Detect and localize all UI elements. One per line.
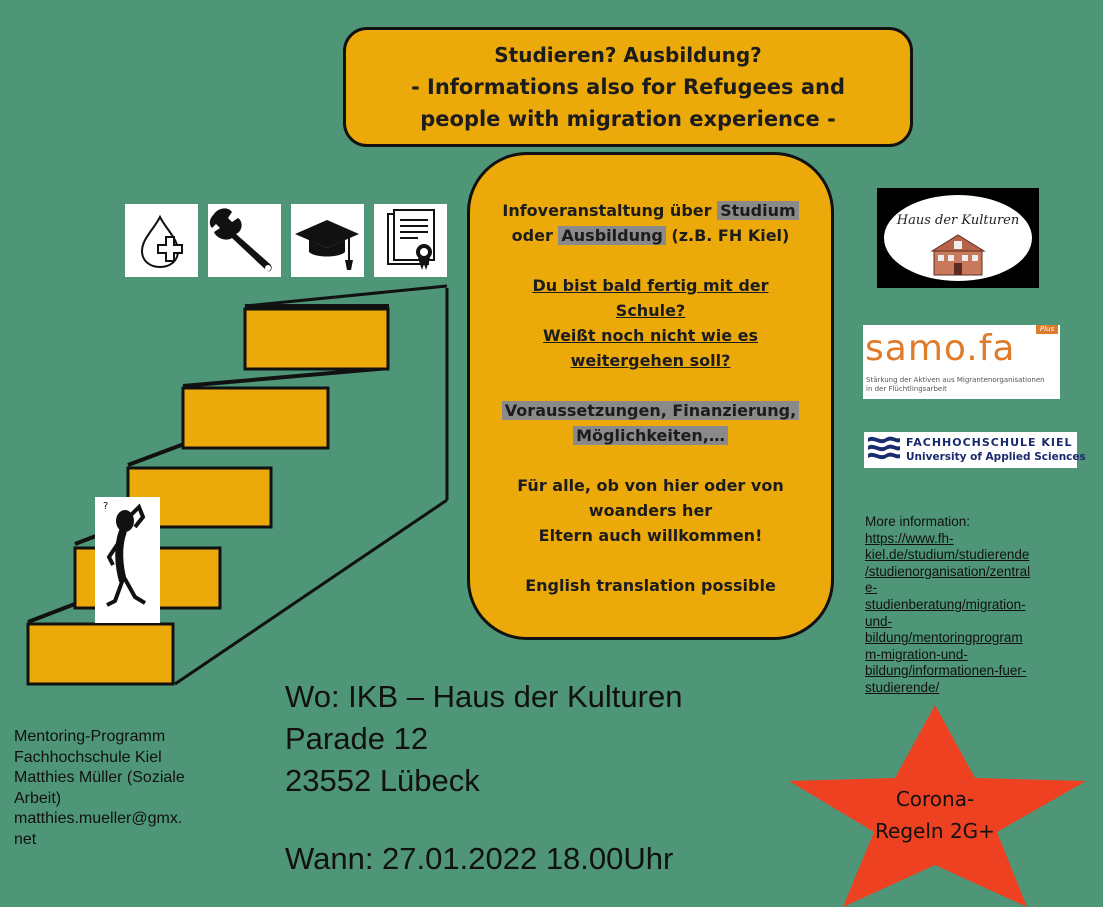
english-note: English translation possible	[525, 576, 776, 595]
topics-text-1: Voraussetzungen, Finanzierung,	[502, 401, 799, 420]
more-info-link-line[interactable]: bildung/mentoringprogram	[865, 630, 1023, 646]
more-info-link-line[interactable]: m-migration-und-	[865, 646, 968, 662]
more-info-link[interactable]	[865, 531, 1055, 697]
contact-line: Mentoring-Programm	[14, 728, 166, 745]
more-info-link-line[interactable]: studierende/	[865, 679, 940, 695]
corona-line-2: Regeln 2G+	[875, 819, 995, 843]
parents-welcome: Eltern auch willkommen!	[538, 526, 763, 545]
question-line-1: Du bist bald fertig mit der	[532, 276, 769, 295]
location	[285, 676, 682, 802]
samo-fa-subline	[866, 376, 1045, 394]
more-info-link-line[interactable]: bildung/informationen-fuer-	[865, 663, 1027, 679]
house-illustration-icon	[928, 233, 988, 277]
highlight-studium: Studium	[717, 201, 799, 220]
blood-drop-plus-icon	[125, 204, 198, 277]
haus-der-kulturen-logo	[877, 188, 1039, 288]
contact-line: net	[14, 830, 37, 848]
title-box	[343, 27, 913, 147]
contact-info	[14, 727, 224, 850]
more-info-link-line[interactable]: und-	[865, 613, 893, 629]
fh-kiel-name: FACHHOCHSCHULE KIEL	[906, 436, 1073, 449]
corona-rules	[860, 783, 1010, 847]
location-line-3: 23552 Lübeck	[285, 763, 480, 798]
audience-line-2: woanders her	[588, 501, 713, 520]
info-intro-post: (z.B. FH Kiel)	[665, 226, 790, 245]
info-box	[467, 152, 834, 640]
contact-line: Matthies Müller (Soziale	[14, 769, 185, 786]
audience-line-1: Für alle, ob von hier oder von	[517, 476, 784, 495]
fh-kiel-logo	[864, 432, 1086, 468]
graduation-cap-icon	[291, 204, 364, 277]
info-intro-mid: oder	[511, 226, 559, 245]
hdk-logo-text: Haus der Kulturen	[896, 213, 1020, 228]
corona-line-1: Corona-	[895, 787, 975, 811]
more-info-link-line[interactable]: kiel.de/studium/studierende	[865, 547, 1030, 563]
more-info-link-line[interactable]: e-	[865, 580, 878, 596]
question-line-4: weitergehen soll?	[570, 351, 731, 370]
title-line-3: people with migration experience -	[420, 107, 836, 131]
staircase-illustration	[0, 270, 470, 690]
more-information	[865, 514, 1055, 697]
highlight-ausbildung: Ausbildung	[558, 226, 665, 245]
topics-line-1	[470, 398, 831, 423]
topics-text-2: Möglichkeiten,…	[573, 426, 728, 445]
contact-line: matthies.mueller@gmx.	[14, 810, 183, 827]
samo-fa-subline-2: in der Flüchtlingsarbeit	[866, 385, 947, 393]
wrench-icon	[208, 204, 281, 277]
more-info-label: More information:	[865, 514, 971, 529]
samo-fa-plus-badge: Plus	[1036, 325, 1058, 334]
contact-line: Arbeit)	[14, 789, 62, 807]
samo-fa-subline-1: Stärkung der Aktiven aus Migrantenorganisationen	[866, 376, 1045, 384]
topics-line-2	[470, 423, 831, 448]
info-intro-line-2	[470, 223, 831, 248]
location-line-1: Wo: IKB – Haus der Kulturen	[285, 679, 683, 714]
more-info-link-line[interactable]: /studienorganisation/zentral	[865, 563, 1031, 579]
event-date: Wann: 27.01.2022 18.00Uhr	[285, 841, 674, 876]
title-line-1: Studieren? Ausbildung?	[494, 43, 762, 67]
thinking-figure-icon	[95, 497, 160, 623]
samo-fa-logo	[863, 325, 1060, 399]
svg-text:?: ?	[103, 501, 109, 512]
question-line-2: Schule?	[615, 301, 686, 320]
info-intro-line-1	[470, 198, 831, 223]
location-line-2: Parade 12	[285, 721, 429, 756]
certificate-icon	[374, 204, 447, 277]
hdk-logo-oval	[884, 195, 1032, 281]
question-line-3: Weißt noch nicht wie es	[543, 326, 758, 345]
info-intro-pre: Infoveranstaltung über	[502, 201, 718, 220]
fh-kiel-emblem-icon	[866, 434, 902, 466]
title-line-2: - Informations also for Refugees and	[410, 75, 845, 99]
contact-line: Fachhochschule Kiel	[14, 748, 162, 766]
more-info-link-line[interactable]: https://www.fh-	[865, 530, 954, 546]
more-info-link-line[interactable]: studienberatung/migration-	[865, 596, 1026, 612]
samo-fa-wordmark: samo.fa	[865, 328, 1016, 369]
fh-kiel-subtitle: University of Applied Sciences	[906, 451, 1086, 463]
